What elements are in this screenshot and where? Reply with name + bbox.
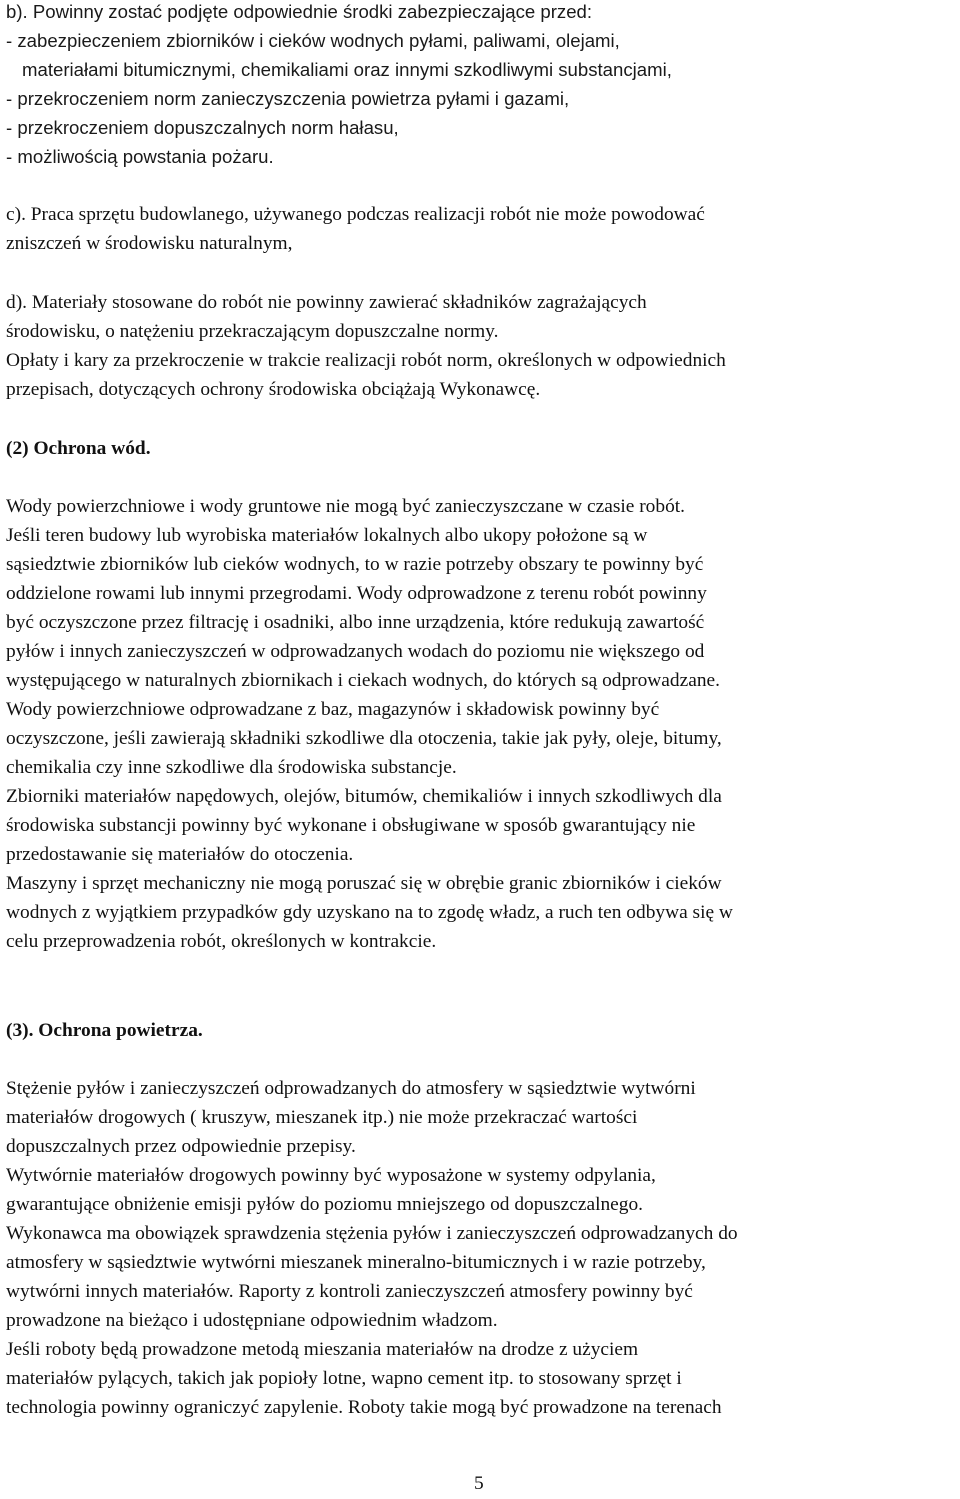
section-2-line: sąsiedztwie zbiorników lub cieków wodnych, to w razie potrzeby obszary te powinny być (6, 554, 704, 575)
section-3-line: Wytwórnie materiałów drogowych powinny być wyposażone w systemy odpylania, (6, 1165, 656, 1186)
section-2-line: Zbiorniki materiałów napędowych, olejów, bitumów, chemikaliów i innych szkodliwych dla (6, 786, 722, 807)
section-d-line-1: d). Materiały stosowane do robót nie powinny zawierać składników zagrażających (6, 292, 647, 313)
section-2-line: być oczyszczone przez filtrację i osadniki, albo inne urządzenia, które redukują zawartość (6, 612, 705, 633)
section-b-line-3: materiałami bitumicznymi, chemikaliami oraz innymi szkodliwymi substancjami, (22, 59, 672, 80)
section-d-line-4: przepisach, dotyczących ochrony środowiska obciążają Wykonawcę. (6, 379, 541, 400)
section-3-line: gwarantujące obniżenie emisji pyłów do poziomu mniejszego od dopuszczalnego. (6, 1194, 644, 1215)
section-3-line: technologia powinny ograniczyć zapylenie. Roboty takie mogą być prowadzone na terenach (6, 1397, 722, 1418)
section-c-line-2: zniszczeń w środowisku naturalnym, (6, 233, 293, 254)
section-2-heading: (2) Ochrona wód. (6, 438, 151, 459)
section-3-line: prowadzone na bieżąco i udostępniane odpowiednim władzom. (6, 1310, 498, 1331)
page-number: 5 (474, 1473, 484, 1494)
section-b-line-4: - przekroczeniem norm zanieczyszczenia powietrza pyłami i gazami, (6, 88, 570, 109)
section-3-line: Stężenie pyłów i zanieczyszczeń odprowadzanych do atmosfery w sąsiedztwie wytwórni (6, 1078, 696, 1099)
section-b-line-1: b). Powinny zostać podjęte odpowiednie środki zabezpieczające przed: (6, 1, 593, 22)
section-2-line: oddzielone rowami lub innymi przegrodami. Wody odprowadzone z terenu robót powinny (6, 583, 707, 604)
section-2-line: wodnych z wyjątkiem przypadków gdy uzyskano na to zgodę władz, a ruch ten odbywa się w (6, 902, 733, 923)
section-b-line-2: - zabezpieczeniem zbiorników i cieków wodnych pyłami, paliwami, olejami, (6, 30, 620, 51)
section-2-line: pyłów i innych zanieczyszczeń w odprowadzanych wodach do poziomu nie większego od (6, 641, 705, 662)
section-2-line: celu przeprowadzenia robót, określonych w kontrakcie. (6, 931, 437, 952)
section-b-line-6: - możliwością powstania pożaru. (6, 146, 274, 167)
section-3-heading: (3). Ochrona powietrza. (6, 1020, 203, 1041)
section-3-line: Jeśli roboty będą prowadzone metodą mieszania materiałów na drodze z użyciem (6, 1339, 639, 1360)
section-3-line: materiałów pylących, takich jak popioły lotne, wapno cement itp. to stosowany sprzęt i (6, 1368, 682, 1389)
section-2-line: występującego w naturalnych zbiornikach i ciekach wodnych, do których są odprowadzane. (6, 670, 720, 691)
section-2-line: Wody powierzchniowe i wody gruntowe nie mogą być zanieczyszczane w czasie robót. (6, 496, 686, 517)
section-c-line-1: c). Praca sprzętu budowlanego, używanego podczas realizacji robót nie może powodować (6, 204, 705, 225)
section-d-line-3: Opłaty i kary za przekroczenie w trakcie realizacji robót norm, określonych w odpowiednich (6, 350, 726, 371)
section-2-line: przedostawanie się materiałów do otoczenia. (6, 844, 354, 865)
section-2-line: Jeśli teren budowy lub wyrobiska materiałów lokalnych albo ukopy położone są w (6, 525, 648, 546)
section-2-line: Wody powierzchniowe odprowadzane z baz, magazynów i składowisk powinny być (6, 699, 660, 720)
section-2-line: Maszyny i sprzęt mechaniczny nie mogą poruszać się w obrębie granic zbiorników i cieków (6, 873, 722, 894)
section-3-line: dopuszczalnych przez odpowiednie przepisy. (6, 1136, 356, 1157)
section-d-line-2: środowisku, o natężeniu przekraczającym dopuszczalne normy. (6, 321, 499, 342)
section-3-line: materiałów drogowych ( kruszyw, mieszanek itp.) nie może przekraczać wartości (6, 1107, 638, 1128)
section-2-line: środowiska substancji powinny być wykonane i obsługiwane w sposób gwarantujący nie (6, 815, 696, 836)
section-3-line: atmosfery w sąsiedztwie wytwórni mieszanek mineralno-bitumicznych i w razie potrzeby, (6, 1252, 706, 1273)
section-2-line: chemikalia czy inne szkodliwe dla środowiska substancje. (6, 757, 457, 778)
section-3-line: Wykonawca ma obowiązek sprawdzenia stężenia pyłów i zanieczyszczeń odprowadzanych do (6, 1223, 738, 1244)
section-2-line: oczyszczone, jeśli zawierają składniki szkodliwe dla otoczenia, takie jak pyły, oleje, bitumy, (6, 728, 722, 749)
section-3-line: wytwórni innych materiałów. Raporty z kontroli zanieczyszczeń atmosfery powinny być (6, 1281, 693, 1302)
section-b-line-5: - przekroczeniem dopuszczalnych norm hałasu, (6, 117, 399, 138)
